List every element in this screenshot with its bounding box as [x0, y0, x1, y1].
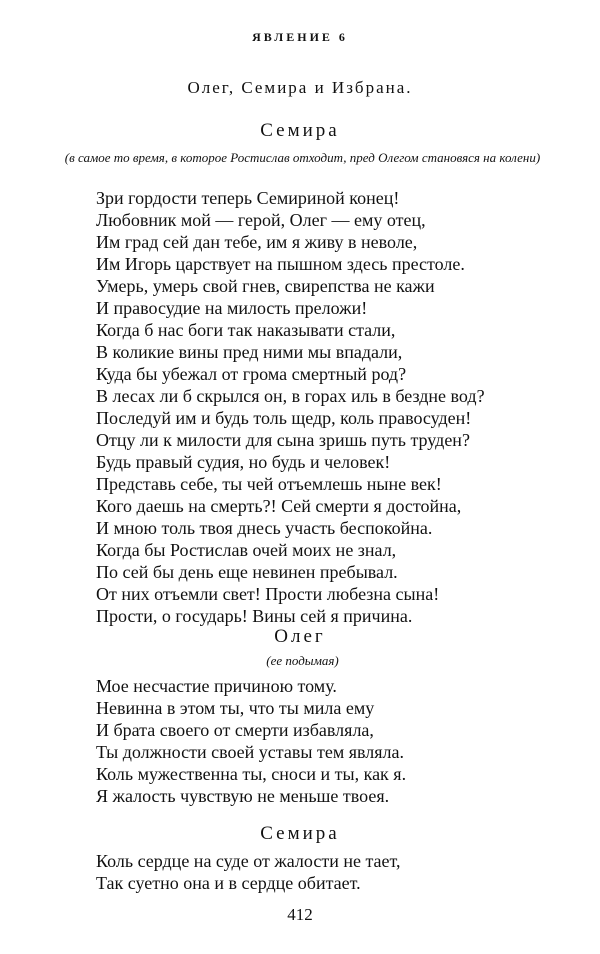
verse-line: От них отъемли свет! Прости любезна сына!: [96, 584, 440, 604]
speaker-semira-2: Семира: [260, 823, 340, 844]
verse-line: Зри гордости теперь Семириной конец!: [96, 188, 400, 208]
verse-line: Отцу ли к милости для сына зришь путь труден?: [96, 430, 470, 450]
verse-line: Кого даешь на смерть?! Сей смерти я достойна,: [96, 496, 462, 516]
verse-line: В коликие вины пред ними мы впадали,: [96, 342, 403, 362]
verse-line: И мною толь твоя днесь участь беспокойна.: [96, 518, 433, 538]
verse-line: В лесах ли б скрылся он, в горах иль в бездне вод?: [96, 386, 485, 406]
verse-line: Невинна в этом ты, что ты мила ему: [96, 698, 375, 718]
speech-lines-1: [96, 187, 576, 627]
speaker-semira-1: Семира: [260, 120, 340, 141]
verse-line: Куда бы убежал от грома смертный род?: [96, 364, 407, 384]
verse-line: Когда б нас боги так наказывати стали,: [96, 320, 396, 340]
verse-line: Будь правый судия, но будь и человек!: [96, 452, 391, 472]
verse-line: Ты должности своей уставы тем являла.: [96, 742, 404, 762]
page-number: 412: [287, 905, 313, 924]
verse-line: Когда бы Ростислав очей моих не знал,: [96, 540, 397, 560]
verse-line: Коль мужественна ты, сноси и ты, как я.: [96, 764, 407, 784]
verse-line: И брата своего от смерти избавляла,: [96, 720, 374, 740]
verse-line: Представь себе, ты чей отъемлешь ныне век!: [96, 474, 442, 494]
verse-line: Коль сердце на суде от жалости не тает,: [96, 851, 401, 871]
speech-lines-3: [96, 850, 576, 894]
verse-line: Последуй им и будь толь щедр, коль правосуден!: [96, 408, 472, 428]
speaker-oleg: Олег: [274, 626, 326, 647]
verse-line: Умерь, умерь свой гнев, свирепства не кажи: [96, 276, 435, 296]
verse-line: Мое несчастие причиною тому.: [96, 676, 337, 696]
verse-line: И правосудие на милость преложи!: [96, 298, 368, 318]
verse-line: Так суетно она и в сердце обитает.: [96, 873, 361, 893]
scene-title: ЯВЛЕНИЕ 6: [252, 30, 348, 44]
verse-line: Прости, о государь! Вины сей я причина.: [96, 606, 413, 626]
verse-line: Им град сей дан тебе, им я живу в неволе,: [96, 232, 418, 252]
verse-line: По сей бы день еще невинен пребывал.: [96, 562, 398, 582]
stage-direction-2: (ее подымая): [266, 653, 339, 668]
verse-line: Им Игорь царствует на пышном здесь престоле.: [96, 254, 465, 274]
verse-line: Любовник мой — герой, Олег — ему отец,: [96, 210, 426, 230]
speech-lines-2: [96, 675, 576, 807]
verse-line: Я жалость чувствую не меньше твоея.: [96, 786, 390, 806]
stage-direction-1: (в самое то время, в которое Ростислав отходит, пред Олегом становяся на колени): [64, 150, 541, 165]
characters-line: Олег, Семира и Избрана.: [187, 78, 413, 97]
